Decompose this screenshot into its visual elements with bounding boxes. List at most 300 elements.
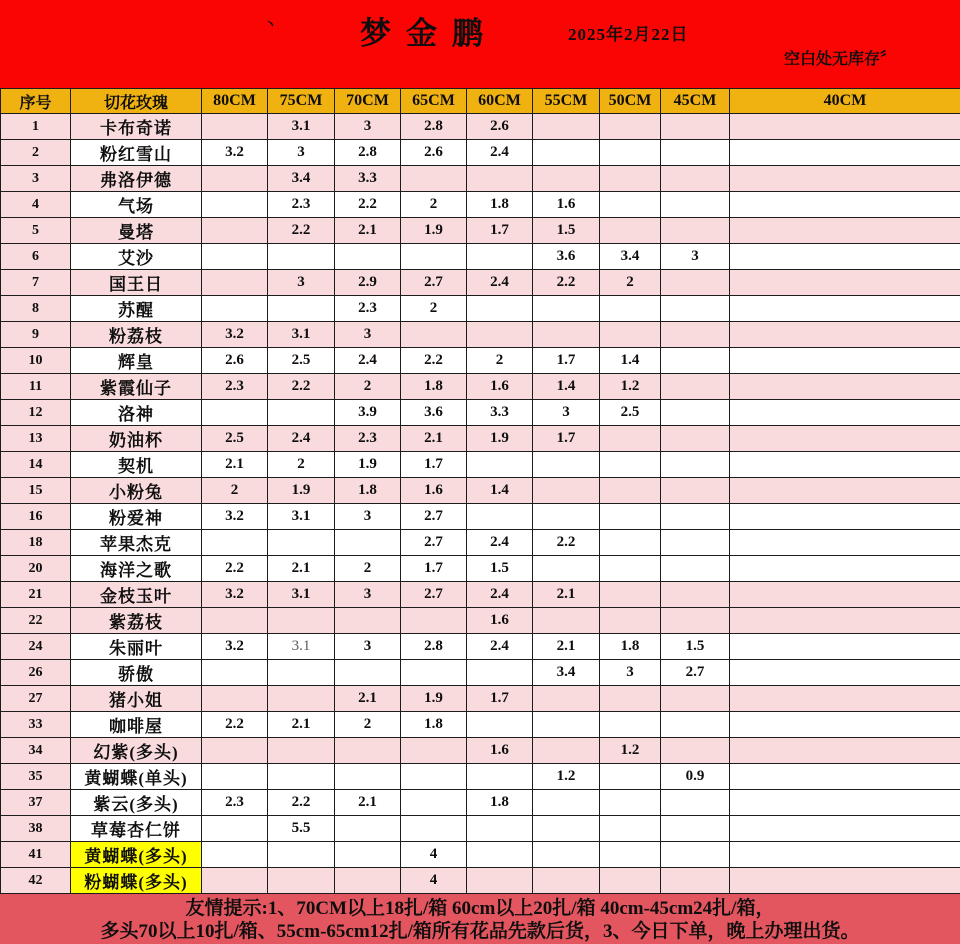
price-cell [401, 244, 467, 270]
variety-name-cell: 黄蝴蝶(单头) [71, 764, 202, 790]
price-cell: 3.2 [202, 504, 268, 530]
price-cell [730, 426, 960, 452]
price-cell [661, 842, 730, 868]
price-cell [730, 530, 960, 556]
price-cell: 1.9 [401, 686, 467, 712]
price-cell [730, 816, 960, 842]
price-cell [202, 244, 268, 270]
price-cell: 3 [335, 114, 401, 140]
price-cell: 3.2 [202, 582, 268, 608]
price-cell: 3.9 [335, 400, 401, 426]
price-cell [401, 738, 467, 764]
price-cell: 2.2 [268, 790, 335, 816]
price-cell: 2.4 [467, 530, 533, 556]
price-cell [661, 140, 730, 166]
row-number-cell: 14 [1, 452, 71, 478]
price-cell [730, 296, 960, 322]
row-number-cell: 35 [1, 764, 71, 790]
price-cell [268, 686, 335, 712]
price-cell: 3.1 [268, 114, 335, 140]
row-number-cell: 12 [1, 400, 71, 426]
price-cell [202, 608, 268, 634]
table-row [1, 556, 960, 582]
price-cell [661, 400, 730, 426]
price-cell: 1.4 [600, 348, 661, 374]
price-cell [661, 712, 730, 738]
price-cell: 1.8 [467, 790, 533, 816]
price-cell [730, 686, 960, 712]
price-cell [600, 218, 661, 244]
variety-name-cell: 小粉兔 [71, 478, 202, 504]
price-cell [730, 244, 960, 270]
price-cell: 3.1 [268, 582, 335, 608]
price-cell [730, 166, 960, 192]
price-cell [202, 868, 268, 894]
price-cell: 1.7 [533, 426, 600, 452]
price-cell [268, 400, 335, 426]
price-cell [730, 842, 960, 868]
price-cell: 2.3 [202, 790, 268, 816]
price-cell [202, 816, 268, 842]
variety-name-cell: 黄蝴蝶(多头) [71, 842, 202, 868]
price-cell: 3 [335, 322, 401, 348]
column-header-4: 70CM [335, 89, 401, 114]
table-row [1, 816, 960, 842]
price-cell: 1.9 [268, 478, 335, 504]
price-cell [600, 166, 661, 192]
price-cell [730, 374, 960, 400]
row-number-cell: 5 [1, 218, 71, 244]
table-row [1, 790, 960, 816]
variety-name-cell: 苏醒 [71, 296, 202, 322]
price-cell [533, 504, 600, 530]
price-cell: 3.4 [268, 166, 335, 192]
column-header-3: 75CM [268, 89, 335, 114]
variety-name-cell: 艾沙 [71, 244, 202, 270]
table-row [1, 114, 960, 140]
price-cell: 3.2 [202, 322, 268, 348]
price-cell [600, 790, 661, 816]
table-row [1, 530, 960, 556]
price-cell [202, 296, 268, 322]
price-cell [467, 166, 533, 192]
price-cell [600, 296, 661, 322]
price-cell: 2.1 [335, 218, 401, 244]
price-cell: 2.7 [401, 504, 467, 530]
price-cell [600, 608, 661, 634]
price-cell [467, 322, 533, 348]
table-row [1, 140, 960, 166]
price-cell: 1.6 [533, 192, 600, 218]
column-header-5: 65CM [401, 89, 467, 114]
price-cell [730, 660, 960, 686]
price-cell [467, 296, 533, 322]
price-cell [335, 764, 401, 790]
price-cell [600, 322, 661, 348]
row-number-cell: 22 [1, 608, 71, 634]
price-cell: 2.1 [335, 790, 401, 816]
price-cell [401, 660, 467, 686]
price-cell: 1.7 [401, 452, 467, 478]
price-cell: 3.3 [467, 400, 533, 426]
column-header-1: 切花玫瑰 [71, 89, 202, 114]
price-cell [533, 790, 600, 816]
row-number-cell: 8 [1, 296, 71, 322]
price-cell [335, 842, 401, 868]
price-cell: 3 [335, 634, 401, 660]
price-cell [202, 166, 268, 192]
price-cell: 2.1 [533, 634, 600, 660]
price-cell: 1.8 [401, 712, 467, 738]
table-row [1, 166, 960, 192]
price-cell: 4 [401, 868, 467, 894]
column-header-0: 序号 [1, 89, 71, 114]
table-row [1, 322, 960, 348]
price-cell [600, 478, 661, 504]
row-number-cell: 18 [1, 530, 71, 556]
price-cell: 2.3 [335, 426, 401, 452]
price-cell [661, 686, 730, 712]
price-cell [467, 764, 533, 790]
price-cell [600, 452, 661, 478]
price-cell: 2.1 [202, 452, 268, 478]
table-row [1, 582, 960, 608]
price-cell: 2.7 [661, 660, 730, 686]
price-cell: 3.6 [401, 400, 467, 426]
price-cell: 1.7 [401, 556, 467, 582]
price-cell: 2.1 [268, 556, 335, 582]
price-cell: 1.8 [467, 192, 533, 218]
price-cell: 2.8 [401, 634, 467, 660]
price-cell: 2.5 [600, 400, 661, 426]
price-cell [202, 218, 268, 244]
price-cell [661, 426, 730, 452]
price-cell [268, 842, 335, 868]
table-row [1, 374, 960, 400]
price-cell [730, 218, 960, 244]
price-cell: 2.1 [268, 712, 335, 738]
price-cell [335, 738, 401, 764]
price-cell: 2.4 [467, 634, 533, 660]
footer-notice [0, 894, 960, 944]
table-row [1, 218, 960, 244]
price-cell: 1.2 [533, 764, 600, 790]
price-cell [600, 686, 661, 712]
price-cell: 3.2 [202, 140, 268, 166]
price-cell [335, 608, 401, 634]
price-cell: 2.1 [533, 582, 600, 608]
price-cell [335, 530, 401, 556]
price-cell [730, 114, 960, 140]
price-cell: 2 [401, 296, 467, 322]
table-row [1, 660, 960, 686]
price-cell [730, 634, 960, 660]
row-number-cell: 2 [1, 140, 71, 166]
price-cell: 1.6 [401, 478, 467, 504]
price-cell [730, 348, 960, 374]
price-cell [401, 322, 467, 348]
price-cell [533, 478, 600, 504]
header-row [1, 89, 960, 114]
page-title: 梦金鹏 [360, 8, 498, 53]
price-cell: 1.8 [600, 634, 661, 660]
row-number-cell: 38 [1, 816, 71, 842]
table-row [1, 738, 960, 764]
row-number-cell: 16 [1, 504, 71, 530]
price-cell [533, 114, 600, 140]
table-row [1, 868, 960, 894]
price-cell [730, 400, 960, 426]
price-cell [661, 478, 730, 504]
price-cell [730, 478, 960, 504]
price-cell [600, 582, 661, 608]
price-cell [202, 400, 268, 426]
price-cell [467, 504, 533, 530]
price-table [0, 88, 960, 894]
price-cell: 2.8 [335, 140, 401, 166]
table-row [1, 686, 960, 712]
row-number-cell: 24 [1, 634, 71, 660]
price-cell [202, 660, 268, 686]
price-cell: 3.4 [533, 660, 600, 686]
price-cell: 2 [600, 270, 661, 296]
price-cell: 1.8 [335, 478, 401, 504]
price-cell: 2.8 [401, 114, 467, 140]
price-cell [661, 816, 730, 842]
price-cell [600, 764, 661, 790]
price-cell: 1.2 [600, 738, 661, 764]
table-row [1, 244, 960, 270]
price-cell [661, 868, 730, 894]
price-cell: 3 [600, 660, 661, 686]
variety-name-cell: 粉红雪山 [71, 140, 202, 166]
price-cell: 1.8 [401, 374, 467, 400]
price-cell: 2.2 [268, 374, 335, 400]
price-cell [730, 738, 960, 764]
price-cell: 1.6 [467, 608, 533, 634]
variety-name-cell: 奶油杯 [71, 426, 202, 452]
price-cell [600, 556, 661, 582]
price-cell [730, 140, 960, 166]
price-cell [730, 270, 960, 296]
price-cell: 2.9 [335, 270, 401, 296]
price-cell: 5.5 [268, 816, 335, 842]
price-cell: 2.6 [202, 348, 268, 374]
variety-name-cell: 幻紫(多头) [71, 738, 202, 764]
price-cell: 1.5 [661, 634, 730, 660]
variety-name-cell: 朱丽叶 [71, 634, 202, 660]
price-cell [268, 868, 335, 894]
price-cell: 2.7 [401, 270, 467, 296]
price-cell: 1.6 [467, 374, 533, 400]
price-cell [335, 244, 401, 270]
variety-name-cell: 洛神 [71, 400, 202, 426]
row-number-cell: 37 [1, 790, 71, 816]
price-cell [533, 686, 600, 712]
price-cell: 3 [335, 582, 401, 608]
variety-name-cell: 苹果杰克 [71, 530, 202, 556]
variety-name-cell: 咖啡屋 [71, 712, 202, 738]
table-row [1, 348, 960, 374]
table-row [1, 634, 960, 660]
price-cell [401, 608, 467, 634]
price-cell: 1.7 [467, 686, 533, 712]
price-cell [202, 738, 268, 764]
row-number-cell: 27 [1, 686, 71, 712]
price-cell: 2 [268, 452, 335, 478]
price-cell [730, 868, 960, 894]
row-number-cell: 11 [1, 374, 71, 400]
table-row [1, 296, 960, 322]
price-cell: 2.2 [268, 218, 335, 244]
price-cell [268, 660, 335, 686]
variety-name-cell: 粉蝴蝶(多头) [71, 868, 202, 894]
variety-name-cell: 猪小姐 [71, 686, 202, 712]
price-cell [467, 842, 533, 868]
price-cell: 1.6 [467, 738, 533, 764]
row-number-cell: 21 [1, 582, 71, 608]
price-cell [730, 764, 960, 790]
price-cell: 2.7 [401, 530, 467, 556]
price-cell [661, 504, 730, 530]
row-number-cell: 41 [1, 842, 71, 868]
price-cell: 3.1 [268, 322, 335, 348]
price-cell [467, 868, 533, 894]
price-cell: 0.9 [661, 764, 730, 790]
variety-name-cell: 粉荔枝 [71, 322, 202, 348]
variety-name-cell: 海洋之歌 [71, 556, 202, 582]
price-cell: 3.4 [600, 244, 661, 270]
price-cell [533, 842, 600, 868]
price-cell [202, 114, 268, 140]
price-cell: 1.2 [600, 374, 661, 400]
price-cell: 1.7 [533, 348, 600, 374]
price-cell [467, 816, 533, 842]
price-cell [202, 842, 268, 868]
price-cell [533, 868, 600, 894]
price-cell: 1.9 [467, 426, 533, 452]
price-cell: 3 [533, 400, 600, 426]
price-cell: 3 [268, 140, 335, 166]
price-cell: 2.5 [202, 426, 268, 452]
table-row [1, 842, 960, 868]
price-cell [600, 140, 661, 166]
price-cell [730, 452, 960, 478]
price-cell [268, 296, 335, 322]
date-label: 2025年2月22日 [568, 20, 689, 45]
price-cell: 2.3 [335, 296, 401, 322]
price-cell [730, 712, 960, 738]
price-cell [661, 790, 730, 816]
row-number-cell: 7 [1, 270, 71, 296]
price-cell: 1.9 [335, 452, 401, 478]
variety-name-cell: 弗洛伊德 [71, 166, 202, 192]
price-cell [730, 192, 960, 218]
price-cell [533, 322, 600, 348]
row-number-cell: 26 [1, 660, 71, 686]
price-cell [533, 296, 600, 322]
price-cell [600, 530, 661, 556]
row-number-cell: 1 [1, 114, 71, 140]
price-cell: 1.5 [467, 556, 533, 582]
price-cell [533, 738, 600, 764]
price-cell [533, 556, 600, 582]
price-cell [730, 608, 960, 634]
variety-name-cell: 国王日 [71, 270, 202, 296]
variety-name-cell: 气场 [71, 192, 202, 218]
row-number-cell: 13 [1, 426, 71, 452]
price-cell [467, 712, 533, 738]
price-cell: 2 [335, 374, 401, 400]
variety-name-cell: 卡布奇诺 [71, 114, 202, 140]
row-number-cell: 20 [1, 556, 71, 582]
price-cell [335, 816, 401, 842]
price-cell [533, 712, 600, 738]
table-row [1, 452, 960, 478]
price-cell: 2 [401, 192, 467, 218]
price-cell [600, 504, 661, 530]
price-cell: 2.7 [401, 582, 467, 608]
price-cell: 2.6 [401, 140, 467, 166]
price-cell [600, 712, 661, 738]
price-cell [661, 530, 730, 556]
price-cell: 2.4 [467, 582, 533, 608]
price-cell [661, 348, 730, 374]
table-row [1, 764, 960, 790]
price-cell: 3 [268, 270, 335, 296]
price-cell [202, 764, 268, 790]
price-cell: 2.1 [401, 426, 467, 452]
price-cell [401, 764, 467, 790]
price-cell: 2.4 [335, 348, 401, 374]
row-number-cell: 3 [1, 166, 71, 192]
price-cell [467, 660, 533, 686]
variety-name-cell: 金枝玉叶 [71, 582, 202, 608]
column-header-6: 60CM [467, 89, 533, 114]
row-number-cell: 10 [1, 348, 71, 374]
price-cell: 1.4 [467, 478, 533, 504]
row-number-cell: 42 [1, 868, 71, 894]
price-cell: 3.6 [533, 244, 600, 270]
price-cell [730, 582, 960, 608]
row-number-cell: 33 [1, 712, 71, 738]
variety-name-cell: 粉爱神 [71, 504, 202, 530]
price-cell [661, 322, 730, 348]
price-cell [661, 374, 730, 400]
table-row [1, 712, 960, 738]
price-cell: 3.3 [335, 166, 401, 192]
footer-line-1: 友情提示:1、70CM以上18扎/箱 60cm以上20扎/箱 40cm-45cm24扎/箱， [0, 897, 960, 920]
price-cell: 2 [335, 556, 401, 582]
price-cell: 2.4 [467, 140, 533, 166]
price-cell [533, 166, 600, 192]
stray-mark: 丶 [264, 14, 277, 33]
table-row [1, 270, 960, 296]
price-cell: 2.2 [533, 270, 600, 296]
price-cell [268, 244, 335, 270]
price-cell: 2.4 [467, 270, 533, 296]
price-cell: 2.2 [202, 556, 268, 582]
row-number-cell: 15 [1, 478, 71, 504]
price-cell [600, 192, 661, 218]
variety-name-cell: 紫霞仙子 [71, 374, 202, 400]
price-cell: 2.1 [335, 686, 401, 712]
row-number-cell: 34 [1, 738, 71, 764]
variety-name-cell: 紫荔枝 [71, 608, 202, 634]
table-row [1, 426, 960, 452]
price-cell [600, 114, 661, 140]
price-cell: 2 [467, 348, 533, 374]
